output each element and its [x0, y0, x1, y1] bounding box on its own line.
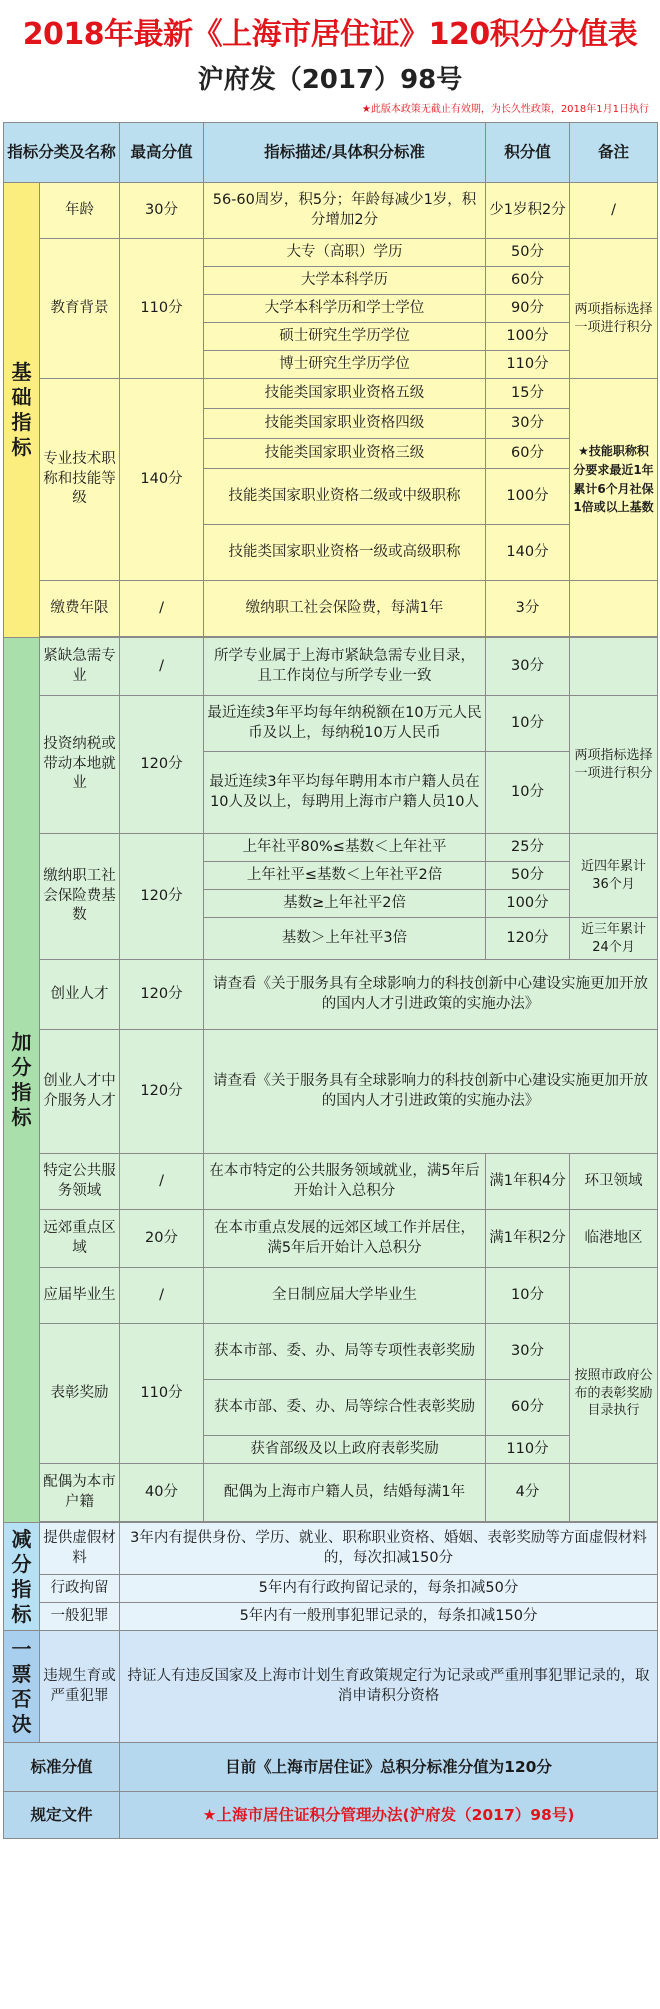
score: 60分: [486, 439, 570, 469]
category-veto: 一票否决: [4, 1631, 40, 1743]
table-row: [4, 1464, 658, 1522]
column-header: 积分值: [486, 123, 570, 183]
row-desc: 最近连续3年平均每年纳税额在10万元人民币及以上，每纳税10万人民币: [204, 696, 486, 752]
row-desc: 上年社平80%≤基数＜上年社平: [204, 834, 486, 862]
max-score: 40分: [120, 1464, 204, 1522]
row-desc: 博士研究生学历学位: [204, 351, 486, 379]
table-header-row: [4, 123, 658, 183]
table-row: [4, 834, 658, 862]
score: 10分: [486, 1268, 570, 1324]
row-desc: 缴纳职工社会保险费，每满1年: [204, 581, 486, 637]
table-row: [4, 1575, 658, 1603]
row-desc: 基数≥上年社平2倍: [204, 890, 486, 918]
row-name: 远郊重点区域: [40, 1210, 120, 1268]
max-score: 120分: [120, 960, 204, 1030]
max-score: 120分: [120, 834, 204, 960]
column-header: 最高分值: [120, 123, 204, 183]
table-row: [4, 1030, 658, 1154]
score: 少1岁积2分: [486, 183, 570, 239]
max-score: /: [120, 581, 204, 637]
row-desc: 硕士研究生学历学位: [204, 323, 486, 351]
score: 110分: [486, 1436, 570, 1464]
column-header: 指标描述/具体积分标准: [204, 123, 486, 183]
table-row: [4, 183, 658, 239]
score: 50分: [486, 862, 570, 890]
row-name: 年龄: [40, 183, 120, 239]
row-desc: 在本市重点发展的远郊区域工作并居住，满5年后开始计入总积分: [204, 1210, 486, 1268]
row-desc: 56-60周岁，积5分；年龄每减少1岁，积分增加2分: [204, 183, 486, 239]
row-note: /: [570, 183, 658, 239]
row-note: 临港地区: [570, 1210, 658, 1268]
table-row: [4, 1603, 658, 1631]
table-row: [4, 696, 658, 752]
points-table: [3, 122, 658, 1839]
row-name: 投资纳税或带动本地就业: [40, 696, 120, 834]
table-row: [4, 239, 658, 267]
row-name: 缴纳职工社会保险费基数: [40, 834, 120, 960]
score: 25分: [486, 834, 570, 862]
row-note: 按照市政府公布的表彰奖励目录执行: [570, 1324, 658, 1464]
standard-label: 标准分值: [4, 1743, 120, 1792]
max-score: 110分: [120, 1324, 204, 1464]
score: 4分: [486, 1464, 570, 1522]
score: 满1年积2分: [486, 1210, 570, 1268]
row-desc: 大学本科学历: [204, 267, 486, 295]
max-score: 120分: [120, 1030, 204, 1154]
row-desc: 技能类国家职业资格一级或高级职称: [204, 525, 486, 581]
row-name: 创业人才中介服务人才: [40, 1030, 120, 1154]
column-header: 指标分类及名称: [4, 123, 120, 183]
table-row: [4, 1523, 658, 1575]
score: 10分: [486, 752, 570, 834]
table-row: [4, 581, 658, 637]
table-row: [4, 1154, 658, 1210]
row-desc: 获本市部、委、办、局等专项性表彰奖励: [204, 1324, 486, 1380]
row-name: 专业技术职称和技能等级: [40, 379, 120, 581]
row-desc: 3年内有提供身份、学历、就业、职称职业资格、婚姻、表彰奖励等方面虚假材料的，每次扣减150分: [120, 1523, 658, 1575]
row-desc: 技能类国家职业资格四级: [204, 409, 486, 439]
row-note: 环卫领域: [570, 1154, 658, 1210]
policy-notice: ★此版本政策无截止有效期，为长久性政策，2018年1月1日执行: [361, 104, 649, 115]
table-row: [4, 379, 658, 409]
note-text: 两项指标选择一项进行积分: [574, 301, 653, 335]
max-score: 30分: [120, 183, 204, 239]
table-row: [4, 1631, 658, 1743]
row-desc: 基数＞上年社平3倍: [204, 918, 486, 960]
table-row: [4, 1210, 658, 1268]
score: 50分: [486, 239, 570, 267]
max-score: 120分: [120, 696, 204, 834]
row-note: 近四年累计36个月: [570, 834, 658, 918]
max-score: 110分: [120, 239, 204, 379]
row-name: 紧缺急需专业: [40, 638, 120, 696]
document-text: ★上海市居住证积分管理办法(沪府发（2017）98号): [120, 1792, 658, 1839]
row-desc: 全日制应届大学毕业生: [204, 1268, 486, 1324]
page-title: 2018年最新《上海市居住证》120积分分值表: [22, 17, 638, 52]
table-row: [4, 960, 658, 1030]
row-name: 行政拘留: [40, 1575, 120, 1603]
row-name: 教育背景: [40, 239, 120, 379]
row-note: ★技能职称积分要求最近1年累计6个月社保1倍或以上基数: [570, 379, 658, 581]
row-desc: 获本市部、委、办、局等综合性表彰奖励: [204, 1380, 486, 1436]
category-basic: 基础指标: [4, 183, 40, 638]
score: 60分: [486, 1380, 570, 1436]
row-desc: 上年社平≤基数＜上年社平2倍: [204, 862, 486, 890]
table-row: [4, 1324, 658, 1380]
row-name: 特定公共服务领域: [40, 1154, 120, 1210]
score: 140分: [486, 525, 570, 581]
standard-row: [4, 1743, 658, 1792]
score: 120分: [486, 918, 570, 960]
row-note: [570, 1464, 658, 1522]
score: 15分: [486, 379, 570, 409]
standard-text: 目前《上海市居住证》总积分标准分值为120分: [120, 1743, 658, 1792]
row-name: 表彰奖励: [40, 1324, 120, 1464]
row-note: 两项指标选择一项进行积分: [570, 696, 658, 834]
row-note: [570, 638, 658, 696]
row-name: 应届毕业生: [40, 1268, 120, 1324]
max-score: /: [120, 1268, 204, 1324]
row-desc: 大专（高职）学历: [204, 239, 486, 267]
row-name: 缴费年限: [40, 581, 120, 637]
row-desc: 请查看《关于服务具有全球影响力的科技创新中心建设实施更加开放的国内人才引进政策的实施办法》: [204, 1030, 658, 1154]
row-desc: 大学本科学历和学士学位: [204, 295, 486, 323]
score: 30分: [486, 638, 570, 696]
row-desc: 技能类国家职业资格二级或中级职称: [204, 469, 486, 525]
row-name: 违规生育或严重犯罪: [40, 1631, 120, 1743]
row-note: [570, 581, 658, 637]
max-score: 140分: [120, 379, 204, 581]
row-desc: 5年内有行政拘留记录的，每条扣减50分: [120, 1575, 658, 1603]
column-header: 备注: [570, 123, 658, 183]
page-subtitle: 沪府发（2017）98号: [197, 64, 463, 95]
score: 100分: [486, 469, 570, 525]
row-note: [570, 1268, 658, 1324]
row-desc: 所学专业属于上海市紧缺急需专业目录，且工作岗位与所学专业一致: [204, 638, 486, 696]
row-name: 一般犯罪: [40, 1603, 120, 1631]
row-desc: 技能类国家职业资格三级: [204, 439, 486, 469]
score: 100分: [486, 890, 570, 918]
row-name: 提供虚假材料: [40, 1523, 120, 1575]
category-deduct: 减分指标: [4, 1523, 40, 1631]
score: 30分: [486, 409, 570, 439]
row-desc: 配偶为上海市户籍人员，结婚每满1年: [204, 1464, 486, 1522]
max-score: /: [120, 1154, 204, 1210]
score: 60分: [486, 267, 570, 295]
score: 3分: [486, 581, 570, 637]
table-row: [4, 638, 658, 696]
category-bonus: 加分指标: [4, 638, 40, 1523]
table-row: [4, 1268, 658, 1324]
max-score: 20分: [120, 1210, 204, 1268]
max-score: /: [120, 638, 204, 696]
row-desc: 请查看《关于服务具有全球影响力的科技创新中心建设实施更加开放的国内人才引进政策的实施办法》: [204, 960, 658, 1030]
score: 90分: [486, 295, 570, 323]
row-desc: 技能类国家职业资格五级: [204, 379, 486, 409]
row-note: [570, 239, 658, 379]
row-desc: 在本市特定的公共服务领域就业，满5年后开始计入总积分: [204, 1154, 486, 1210]
score: 100分: [486, 323, 570, 351]
row-desc: 获省部级及以上政府表彰奖励: [204, 1436, 486, 1464]
document-label: 规定文件: [4, 1792, 120, 1839]
row-name: 配偶为本市户籍: [40, 1464, 120, 1522]
row-desc: 最近连续3年平均每年聘用本市户籍人员在10人及以上，每聘用上海市户籍人员10人: [204, 752, 486, 834]
score: 10分: [486, 696, 570, 752]
score: 110分: [486, 351, 570, 379]
row-name: 创业人才: [40, 960, 120, 1030]
row-desc: 持证人有违反国家及上海市计划生育政策规定行为记录或严重刑事犯罪记录的，取消申请积分资格: [120, 1631, 658, 1743]
score: 满1年积4分: [486, 1154, 570, 1210]
row-note: 近三年累计24个月: [570, 918, 658, 960]
score: 30分: [486, 1324, 570, 1380]
row-desc: 5年内有一般刑事犯罪记录的，每条扣减150分: [120, 1603, 658, 1631]
document-row: [4, 1792, 658, 1839]
